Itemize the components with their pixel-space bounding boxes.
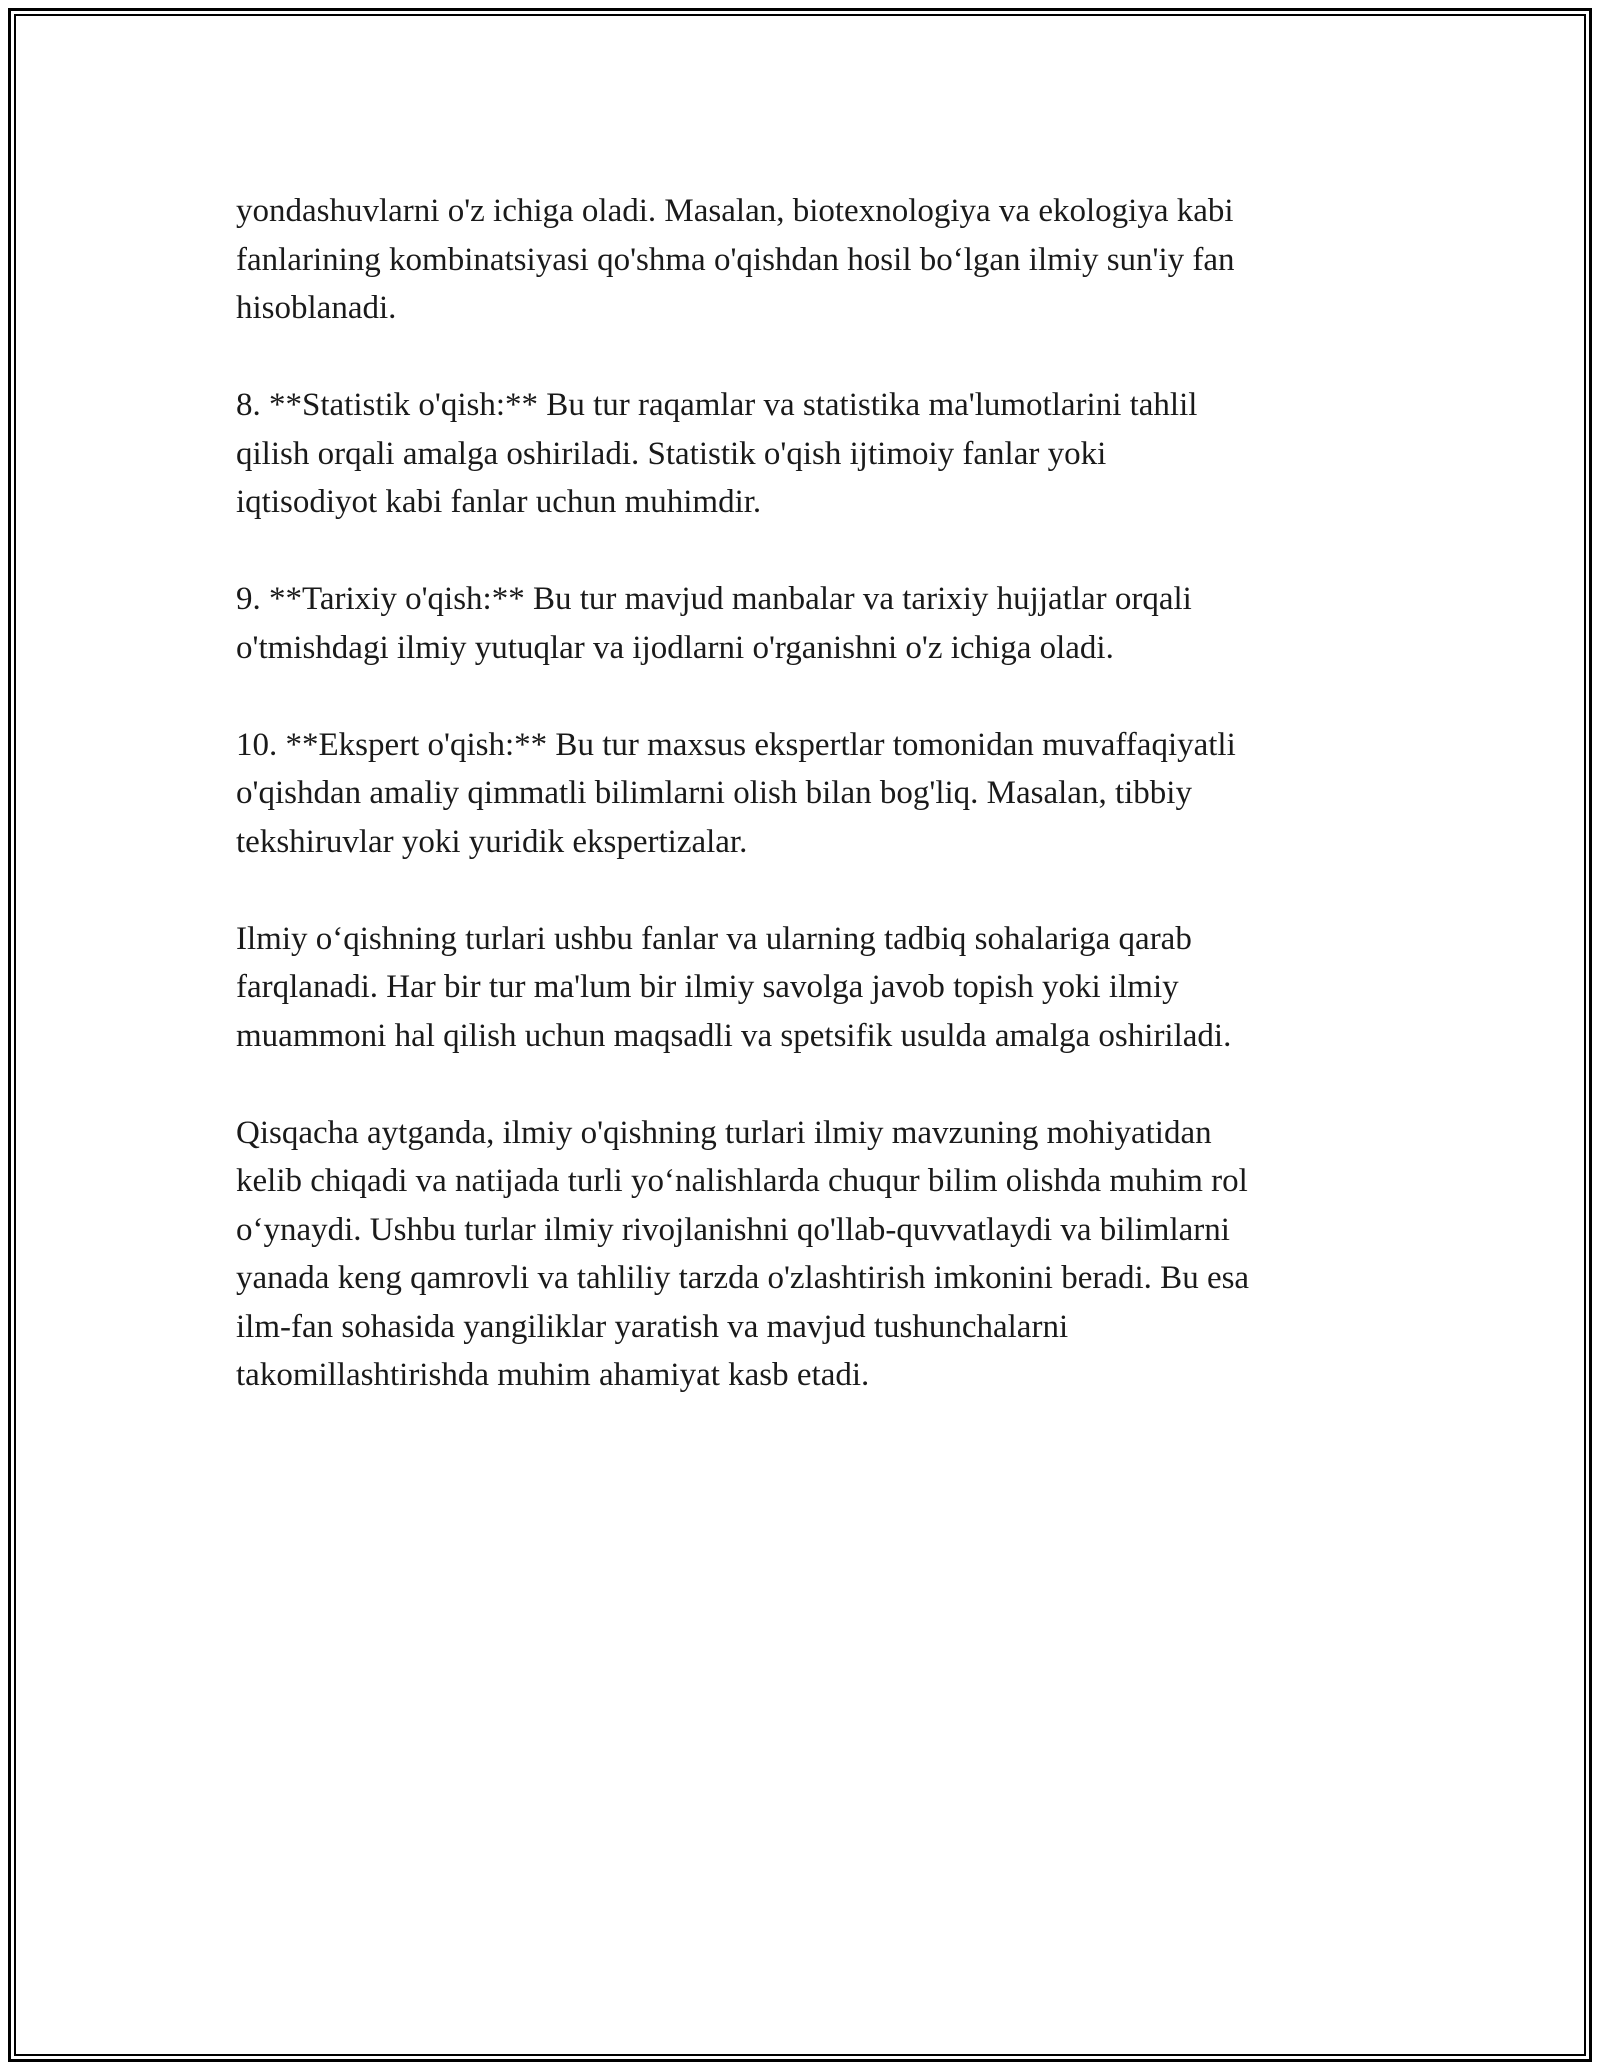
paragraph-item-9-tarixiy: 9. **Tarixiy o'qish:** Bu tur mavjud manbalar va tarixiy hujjatlar orqali o'tmishdagi ilmiy yutuqlar va ijodlarni o'rganishni o'z ichiga oladi. (236, 581, 1192, 666)
paragraph-item-8-statistik: 8. **Statistik o'qish:** Bu tur raqamlar va statistika ma'lumotlarini tahlil qilish orqali amalga oshiriladi. Statistik o'qish ijtimoiy fanlar yoki iqtisodiyot kabi fanlar uchun muhimdir. (236, 387, 1198, 520)
document-body (236, 187, 1376, 1448)
paragraph-conclusion: Qisqacha aytganda, ilmiy o'qishning turlari ilmiy mavzuning mohiyatidan kelib chiqadi va natijada turli yo‘nalishlarda chuqur bilim olishda muhim rol o‘ynaydi. Ushbu turlar ilmiy rivojlanishni qo'llab-quvvatlaydi va bilimlarni yanada keng qamrovli va tahliliy tarzda o'zlashtirish imkonini beradi. Bu esa ilm-fan sohasida yangiliklar yaratish va mavjud tushunchalarni takomillashtirishda muhim ahamiyat kasb etadi. (236, 1114, 1250, 1393)
paragraph-intro-continuation: yondashuvlarni o'z ichiga oladi. Masalan, biotexnologiya va ekologiya kabi fanlarining kombinatsiyasi qo'shma o'qishdan hosil bo‘lgan ilmiy sun'iy fan hisoblanadi. (236, 193, 1235, 326)
paragraph-item-10-ekspert: 10. **Ekspert o'qish:** Bu tur maxsus ekspertlar tomonidan muvaffaqiyatli o'qishdan amaliy qimmatli bilimlarni olish bilan bog'liq. Masalan, tibbiy tekshiruvlar yoki yuridik ekspertizalar. (236, 726, 1236, 860)
paragraph-summary: Ilmiy o‘qishning turlari ushbu fanlar va ularning tadbiq sohalariga qarab farqlanadi. Har bir tur ma'lum bir ilmiy savolga javob topish yoki ilmiy muammoni hal qilish uchun maqsadli va spetsifik usulda amalga oshiriladi. (236, 920, 1232, 1054)
